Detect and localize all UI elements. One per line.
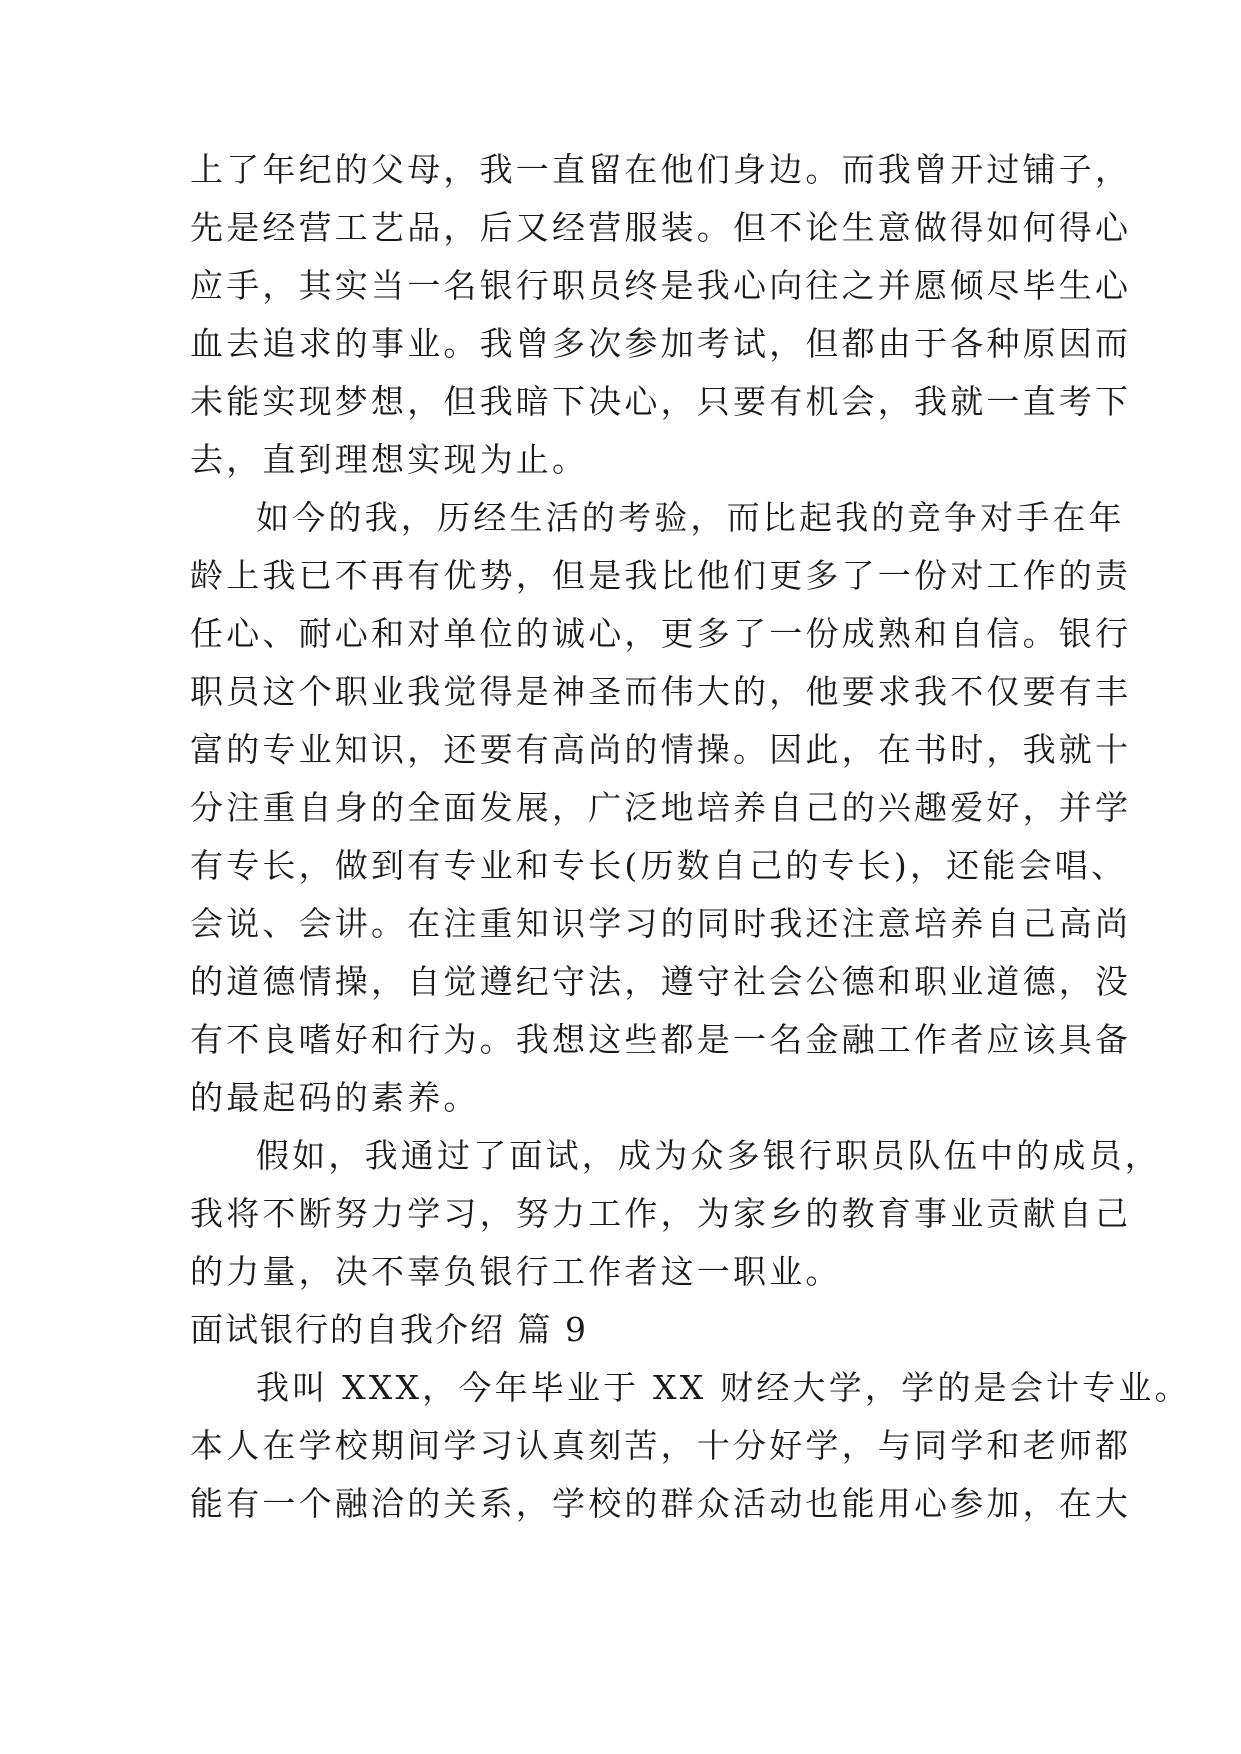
paragraph-line: 本人在学校期间学习认真刻苦，十分好学，与同学和老师都 [190, 1426, 1132, 1465]
paragraph-line: 的道德情操，自觉遵纪守法，遵守社会公德和职业道德，没 [190, 962, 1132, 1001]
paragraph-line: 会说、会讲。在注重知识学习的同时我还注意培养自己高尚 [190, 904, 1132, 943]
paragraph-line: 应手，其实当一名银行职员终是我心向往之并愿倾尽毕生心 [190, 266, 1132, 305]
paragraph-line: 上了年纪的父母，我一直留在他们身边。而我曾开过铺子， [190, 150, 1132, 189]
paragraph-line: 能有一个融洽的关系，学校的群众活动也能用心参加，在大 [190, 1484, 1132, 1523]
paragraph-line: 分注重自身的全面发展，广泛地培养自己的兴趣爱好，并学 [190, 788, 1132, 827]
paragraph-line: 的最起码的素养。 [190, 1078, 480, 1117]
paragraph-line: 去，直到理想实现为止。 [190, 440, 589, 479]
paragraph-line: 富的专业知识，还要有高尚的情操。因此，在书时，我就十 [190, 730, 1132, 769]
paragraph-line: 有不良嗜好和行为。我想这些都是一名金融工作者应该具备 [190, 1020, 1132, 1059]
section-heading: 面试银行的自我介绍 篇 9 [190, 1310, 588, 1349]
paragraph-line: 职员这个职业我觉得是神圣而伟大的，他要求我不仅要有丰 [190, 672, 1132, 711]
paragraph-line: 有专长，做到有专业和专长(历数自己的专长)，还能会唱、 [190, 846, 1128, 885]
paragraph-line: 龄上我已不再有优势，但是我比他们更多了一份对工作的责 [190, 556, 1132, 595]
paragraph-line: 未能实现梦想，但我暗下决心，只要有机会，我就一直考下 [190, 382, 1132, 421]
paragraph-line: 先是经营工艺品，后又经营服装。但不论生意做得如何得心 [190, 208, 1132, 247]
paragraph-line: 任心、耐心和对单位的诚心，更多了一份成熟和自信。银行 [190, 614, 1132, 653]
paragraph-line: 我将不断努力学习，努力工作，为家乡的教育事业贡献自己 [190, 1194, 1132, 1233]
paragraph-line: 假如，我通过了面试，成为众多银行职员队伍中的成员， [256, 1136, 1161, 1175]
paragraph-line: 血去追求的事业。我曾多次参加考试，但都由于各种原因而 [190, 324, 1132, 363]
paragraph-line: 如今的我，历经生活的考验，而比起我的竞争对手在年 [256, 498, 1125, 537]
paragraph-line: 我叫 XXX，今年毕业于 XX 财经大学，学的是会计专业。 [256, 1368, 1191, 1407]
paragraph-line: 的力量，决不辜负银行工作者这一职业。 [190, 1252, 842, 1291]
